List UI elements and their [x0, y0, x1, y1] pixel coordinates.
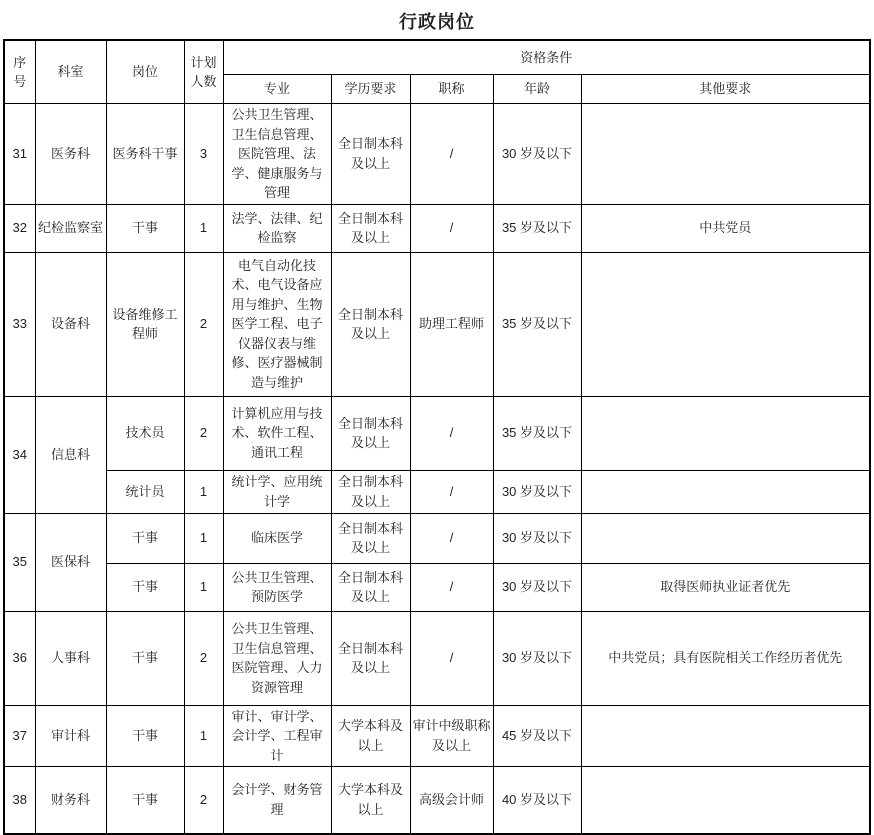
- cell-no: 35: [4, 513, 35, 611]
- table-row: [4, 767, 870, 834]
- cell-count: 2: [184, 767, 223, 834]
- cell-age: 30 岁及以下: [493, 470, 581, 513]
- table-row: [4, 513, 870, 563]
- page-title: 行政岗位: [399, 12, 475, 32]
- header-qualifications: 资格条件: [223, 40, 870, 75]
- cell-jobtitle: /: [410, 513, 493, 563]
- cell-other: 中共党员: [581, 204, 870, 252]
- cell-jobtitle: 高级会计师: [410, 767, 493, 834]
- cell-pos: 干事: [106, 563, 184, 611]
- cell-count: 1: [184, 513, 223, 563]
- cell-dept: 设备科: [35, 252, 106, 396]
- cell-no: 33: [4, 252, 35, 396]
- table-row: [4, 705, 870, 767]
- cell-other: 取得医师执业证者优先: [581, 563, 870, 611]
- cell-dept: 医务科: [35, 104, 106, 205]
- cell-age: 30 岁及以下: [493, 563, 581, 611]
- cell-dept: 审计科: [35, 705, 106, 767]
- header-edu: 学历要求: [331, 75, 410, 104]
- cell-count: 1: [184, 563, 223, 611]
- cell-jobtitle: 审计中级职称及以上: [410, 705, 493, 767]
- cell-major: 法学、法律、纪检监察: [223, 204, 331, 252]
- cell-other: [581, 396, 870, 470]
- header-pos: 岗位: [106, 40, 184, 104]
- cell-major: 电气自动化技术、电气设备应用与维护、生物医学工程、电子仪器仪表与维修、医疗器械制造与维护: [223, 252, 331, 396]
- cell-major: 统计学、应用统计学: [223, 470, 331, 513]
- header-age: 年龄: [493, 75, 581, 104]
- cell-jobtitle: /: [410, 204, 493, 252]
- cell-jobtitle: /: [410, 611, 493, 705]
- cell-jobtitle: 助理工程师: [410, 252, 493, 396]
- cell-age: 45 岁及以下: [493, 705, 581, 767]
- cell-no: 38: [4, 767, 35, 834]
- cell-major: 计算机应用与技术、软件工程、通讯工程: [223, 396, 331, 470]
- cell-count: 2: [184, 611, 223, 705]
- table-row: [4, 396, 870, 470]
- cell-dept: 财务科: [35, 767, 106, 834]
- cell-edu: 大学本科及以上: [331, 705, 410, 767]
- cell-other: [581, 513, 870, 563]
- cell-no: 31: [4, 104, 35, 205]
- cell-age: 35 岁及以下: [493, 396, 581, 470]
- cell-count: 1: [184, 705, 223, 767]
- cell-jobtitle: /: [410, 563, 493, 611]
- cell-other: [581, 470, 870, 513]
- cell-pos: 医务科干事: [106, 104, 184, 205]
- cell-major: 公共卫生管理、预防医学: [223, 563, 331, 611]
- cell-pos: 干事: [106, 767, 184, 834]
- header-other: 其他要求: [581, 75, 870, 104]
- cell-other: [581, 104, 870, 205]
- cell-dept: 医保科: [35, 513, 106, 611]
- cell-no: 36: [4, 611, 35, 705]
- header-jobtitle: 职称: [410, 75, 493, 104]
- table-row: [4, 470, 870, 513]
- table-row: [4, 104, 870, 205]
- cell-no: 32: [4, 204, 35, 252]
- cell-edu: 全日制本科及以上: [331, 513, 410, 563]
- cell-jobtitle: /: [410, 470, 493, 513]
- cell-dept: 纪检监察室: [35, 204, 106, 252]
- cell-major: 会计学、财务管理: [223, 767, 331, 834]
- cell-major: 审计、审计学、会计学、工程审计: [223, 705, 331, 767]
- cell-no: 37: [4, 705, 35, 767]
- cell-other: [581, 252, 870, 396]
- cell-other: 中共党员；具有医院相关工作经历者优先: [581, 611, 870, 705]
- header-major: 专业: [223, 75, 331, 104]
- cell-edu: 大学本科及以上: [331, 767, 410, 834]
- cell-no: 34: [4, 396, 35, 513]
- cell-major: 公共卫生管理、卫生信息管理、医院管理、法学、健康服务与管理: [223, 104, 331, 205]
- cell-age: 30 岁及以下: [493, 104, 581, 205]
- cell-pos: 干事: [106, 705, 184, 767]
- cell-major: 公共卫生管理、卫生信息管理、医院管理、人力资源管理: [223, 611, 331, 705]
- cell-edu: 全日制本科及以上: [331, 396, 410, 470]
- cell-age: 30 岁及以下: [493, 611, 581, 705]
- cell-count: 2: [184, 396, 223, 470]
- header-dept: 科室: [35, 40, 106, 104]
- cell-dept: 信息科: [35, 396, 106, 513]
- cell-edu: 全日制本科及以上: [331, 611, 410, 705]
- table-row: [4, 563, 870, 611]
- cell-edu: 全日制本科及以上: [331, 204, 410, 252]
- positions-table: [3, 39, 871, 835]
- cell-pos: 干事: [106, 513, 184, 563]
- header-count: 计划人数: [184, 40, 223, 104]
- cell-count: 1: [184, 204, 223, 252]
- cell-age: 35 岁及以下: [493, 252, 581, 396]
- cell-pos: 设备维修工程师: [106, 252, 184, 396]
- cell-count: 1: [184, 470, 223, 513]
- cell-jobtitle: /: [410, 104, 493, 205]
- table-row: [4, 204, 870, 252]
- cell-pos: 技术员: [106, 396, 184, 470]
- cell-age: 35 岁及以下: [493, 204, 581, 252]
- table-row: [4, 611, 870, 705]
- cell-jobtitle: /: [410, 396, 493, 470]
- cell-pos: 干事: [106, 611, 184, 705]
- table-row: [4, 252, 870, 396]
- cell-dept: 人事科: [35, 611, 106, 705]
- cell-count: 3: [184, 104, 223, 205]
- cell-pos: 干事: [106, 204, 184, 252]
- cell-age: 30 岁及以下: [493, 513, 581, 563]
- header-no: 序号: [4, 40, 35, 104]
- cell-age: 40 岁及以下: [493, 767, 581, 834]
- cell-edu: 全日制本科及以上: [331, 104, 410, 205]
- cell-edu: 全日制本科及以上: [331, 252, 410, 396]
- cell-edu: 全日制本科及以上: [331, 563, 410, 611]
- cell-pos: 统计员: [106, 470, 184, 513]
- cell-major: 临床医学: [223, 513, 331, 563]
- cell-other: [581, 767, 870, 834]
- cell-other: [581, 705, 870, 767]
- cell-edu: 全日制本科及以上: [331, 470, 410, 513]
- cell-count: 2: [184, 252, 223, 396]
